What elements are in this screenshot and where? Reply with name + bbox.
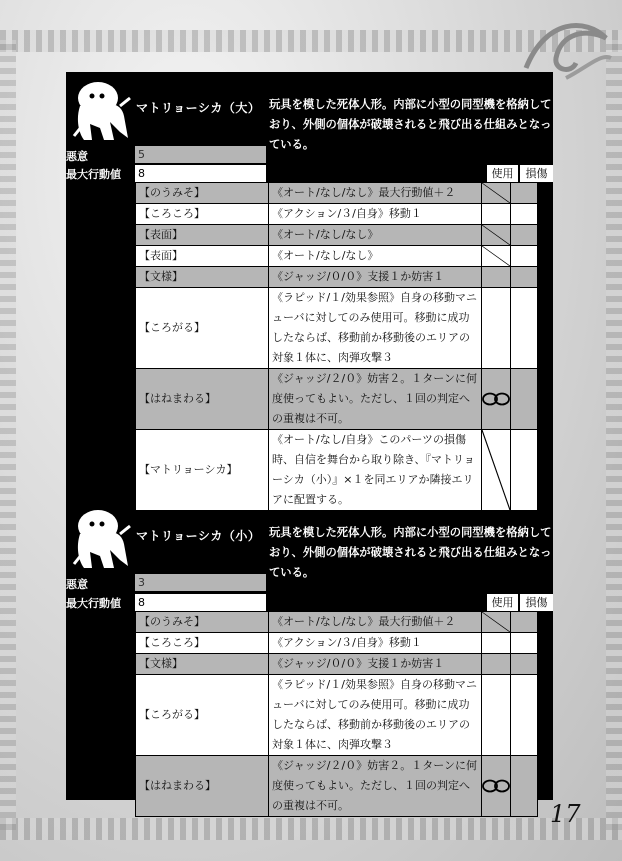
max-action-value: 8 [135,594,266,611]
creature-silhouette-icon [70,76,132,142]
damage-checkbox[interactable] [511,612,538,633]
max-action-label: 最大行動値 [66,168,121,181]
use-checkbox[interactable] [482,675,511,756]
part-name: 【はねまわる】 [136,756,269,817]
part-row [136,204,538,225]
decorative-frame-bottom [0,818,622,840]
damage-checkbox[interactable] [511,204,538,225]
use-checkbox[interactable] [482,246,511,267]
use-checkbox[interactable] [482,430,511,511]
use-checkbox[interactable] [482,183,511,204]
creature-silhouette-icon [70,504,132,570]
enemy-header [66,500,553,610]
part-name: 【文様】 [136,654,269,675]
part-effect: 《オート/なし/なし》 [269,246,482,267]
malice-label: 悪意 [66,578,88,591]
part-effect: 《オート/なし/なし》 [269,225,482,246]
use-checkbox[interactable] [482,654,511,675]
part-name: 【のうみそ】 [136,183,269,204]
use-checkbox[interactable] [482,267,511,288]
part-row [136,183,538,204]
part-row [136,369,538,430]
part-row [136,267,538,288]
part-name: 【ころころ】 [136,633,269,654]
part-name: 【はねまわる】 [136,369,269,430]
slash-mark-icon [482,430,510,510]
part-effect: 《ジャッジ/０/０》支援１か妨害１ [269,267,482,288]
damage-checkbox[interactable] [511,246,538,267]
damage-checkbox[interactable] [511,654,538,675]
part-name: 【マトリョーシカ】 [136,430,269,511]
part-effect: 《オート/なし/なし》最大行動値＋２ [269,612,482,633]
use-checkbox[interactable] [482,369,511,430]
use-checkbox[interactable] [482,288,511,369]
enemy-description: 玩具を模した死体人形。内部に小型の同型機を格納しており、外側の個体が破壊されると飛び出る仕組みとなっている。 [269,526,552,579]
part-name: 【のうみそ】 [136,612,269,633]
part-effect: 《ジャッジ/２/０》妨害２。１ターンに何度使ってもよい。ただし、１回の判定への重複は不可。 [269,369,482,430]
enemy-header [66,72,553,181]
slash-mark-icon [482,612,510,632]
part-row [136,675,538,756]
slash-mark-icon [482,246,510,266]
damage-checkbox[interactable] [511,267,538,288]
damage-checkbox[interactable] [511,369,538,430]
part-row [136,756,538,817]
part-row [136,612,538,633]
malice-value: 5 [135,146,266,163]
use-checkbox[interactable] [482,756,511,817]
damage-checkbox[interactable] [511,633,538,654]
decorative-frame-right [606,40,622,830]
part-effect: 《ジャッジ/２/０》妨害２。１ターンに何度使ってもよい。ただし、１回の判定への重複は不可。 [269,756,482,817]
use-checkbox[interactable] [482,633,511,654]
parts-table [135,611,538,817]
damage-checkbox[interactable] [511,430,538,511]
infinity-icon [482,392,510,406]
part-row [136,654,538,675]
damage-checkbox[interactable] [511,183,538,204]
damage-checkbox[interactable] [511,675,538,756]
malice-value: 3 [135,574,266,591]
part-row [136,633,538,654]
part-effect: 《アクション/３/自身》移動１ [269,204,482,225]
max-action-value: 8 [135,165,266,182]
page-number: 17 [550,800,581,828]
damage-checkbox[interactable] [511,288,538,369]
part-name: 【ころころ】 [136,204,269,225]
use-checkbox[interactable] [482,204,511,225]
part-row [136,246,538,267]
damage-checkbox[interactable] [511,225,538,246]
enemy-description: 玩具を模した死体人形。内部に小型の同型機を格納しており、外側の個体が破壊されると飛び出る仕組みとなっている。 [269,98,552,151]
use-checkbox[interactable] [482,612,511,633]
part-name: 【文様】 [136,267,269,288]
enemy-name: マトリョーシカ（大） [136,101,261,115]
use-column-header: 使用 [487,594,518,611]
malice-label: 悪意 [66,150,88,163]
part-name: 【表面】 [136,246,269,267]
stat-sheet-panel [66,72,553,812]
infinity-icon [482,779,510,793]
part-effect: 《アクション/３/自身》移動１ [269,633,482,654]
max-action-label: 最大行動値 [66,597,121,610]
use-checkbox[interactable] [482,225,511,246]
part-row [136,288,538,369]
part-name: 【ころがる】 [136,675,269,756]
part-row [136,430,538,511]
damage-column-header: 損傷 [520,165,553,182]
enemy-name: マトリョーシカ（小） [136,529,261,543]
parts-table [135,182,538,511]
part-effect: 《ジャッジ/０/０》支援１か妨害１ [269,654,482,675]
part-effect: 《ラピッド/１/効果参照》自身の移動マニューバに対してのみ使用可。移動に成功したならば、移動前か移動後のエリアの対象１体に、肉弾攻撃３ [269,288,482,369]
part-effect: 《オート/なし/なし》最大行動値＋２ [269,183,482,204]
damage-column-header: 損傷 [520,594,553,611]
use-column-header: 使用 [487,165,518,182]
part-effect: 《オート/なし/自身》このパーツの損傷時、自信を舞台から取り除き、『マトリョーシカ（小）』×１を同エリアか隣接エリアに配置する。 [269,430,482,511]
decorative-frame-left [0,40,16,830]
part-row [136,225,538,246]
part-name: 【ころがる】 [136,288,269,369]
damage-checkbox[interactable] [511,756,538,817]
slash-mark-icon [482,225,510,245]
part-effect: 《ラピッド/１/効果参照》自身の移動マニューバに対してのみ使用可。移動に成功したならば、移動前か移動後のエリアの対象１体に、肉弾攻撃３ [269,675,482,756]
slash-mark-icon [482,183,510,203]
part-name: 【表面】 [136,225,269,246]
